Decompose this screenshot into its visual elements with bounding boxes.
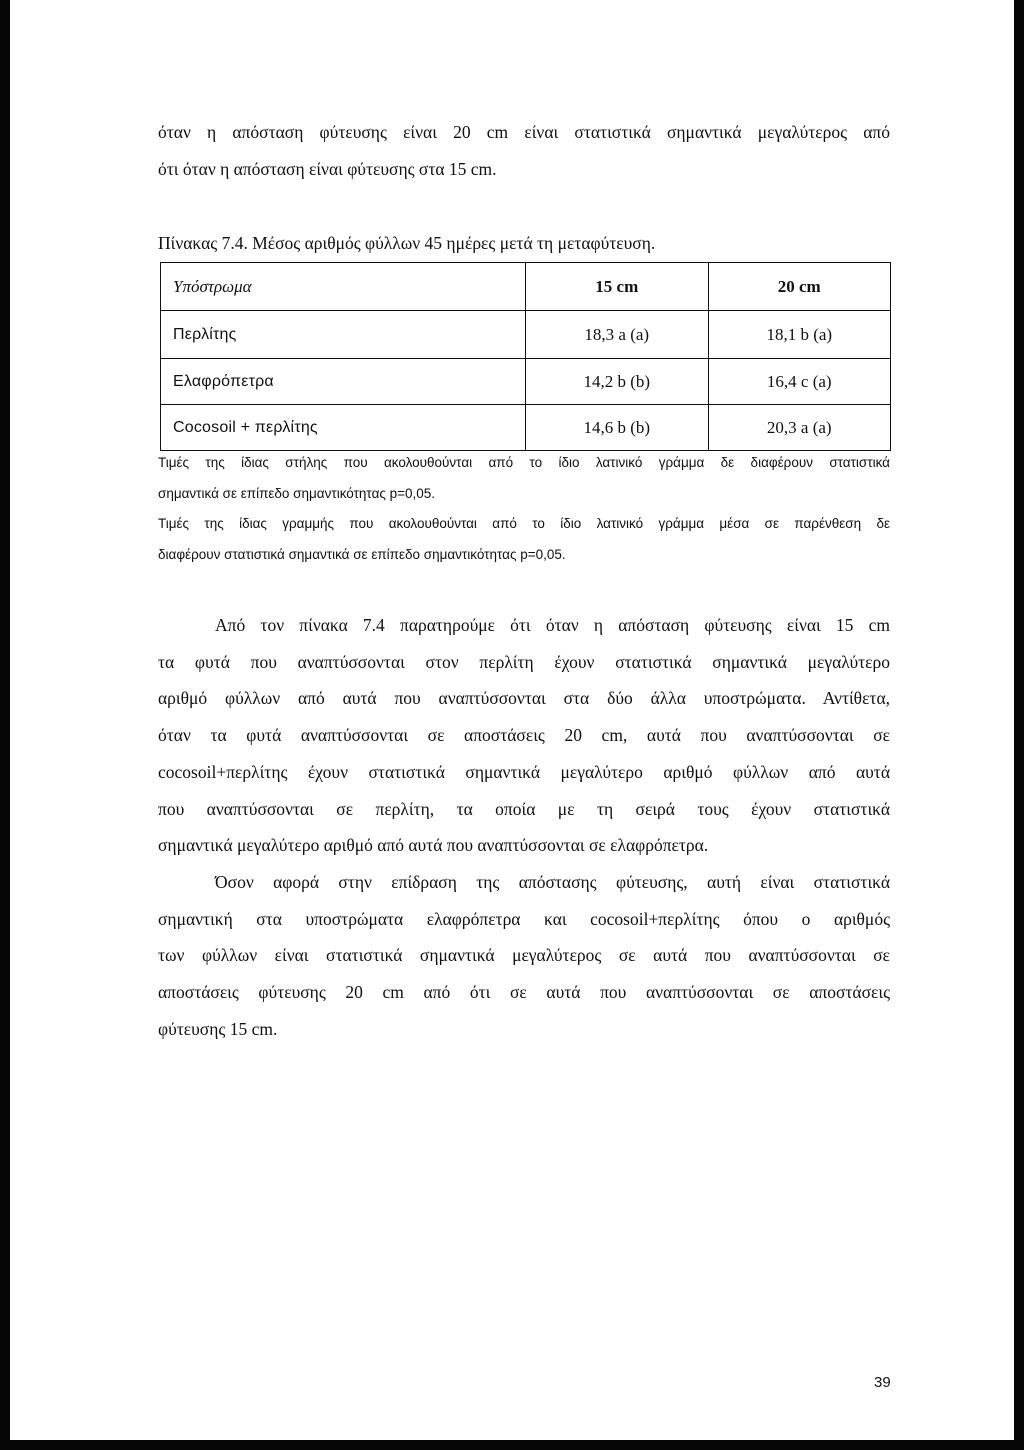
note-line: σημαντικά σε επίπεδο σημαντικότητας p=0,05. — [158, 485, 436, 501]
table-header-row — [161, 263, 891, 311]
table-row-label: Ελαφρόπετρα — [161, 359, 526, 405]
data-table — [160, 262, 891, 451]
table-row — [161, 311, 891, 359]
intro-line: ότι όταν η απόσταση είναι φύτευσης στα 15 cm. — [158, 159, 497, 179]
table-row-label: Cocosoil + περλίτης — [161, 405, 526, 451]
table-cell: 18,1 b (a) — [708, 311, 891, 359]
table-cell: 14,6 b (b) — [526, 405, 708, 451]
note-line: διαφέρουν στατιστικά σημαντικά σε επίπεδο σημαντικότητας p=0,05. — [158, 546, 566, 562]
note-line: Τιμές της ίδιας στήλης που ακολουθούνται από το ίδιο λατινικό γράμμα δε διαφέρουν στατιστικά — [158, 455, 890, 470]
paragraph-line: cocosoil+περλίτης έχουν στατιστικά σημαντικά μεγαλύτερο αριθμό φύλλων από αυτά — [158, 761, 890, 782]
table-row — [161, 405, 891, 451]
paragraph-line: φύτευσης 15 cm. — [158, 1018, 278, 1039]
paragraph — [158, 607, 890, 864]
paragraph-line: των φύλλων είναι στατιστικά σημαντικά μεγαλύτερος σε αυτά που αναπτύσσονται σε — [158, 945, 890, 966]
table-notes — [158, 448, 890, 570]
table-caption: Πίνακας 7.4. Μέσος αριθμός φύλλων 45 ημέρες μετά τη μεταφύτευση. — [158, 233, 656, 253]
table-cell: 20,3 a (a) — [708, 405, 891, 451]
table-cell: 18,3 a (a) — [526, 311, 708, 359]
paragraph-line: Όσον αφορά στην επίδραση της απόστασης φύτευσης, αυτή είναι στατιστικά — [215, 871, 890, 892]
table-header-cell: 20 cm — [708, 263, 891, 311]
intro-line: όταν η απόσταση φύτευσης είναι 20 cm είναι στατιστικά σημαντικά μεγαλύτερος από — [158, 122, 890, 142]
paragraph-line: Από τον πίνακα 7.4 παρατηρούμε ότι όταν η απόσταση φύτευσης είναι 15 cm — [215, 615, 890, 635]
body-text — [158, 607, 890, 1047]
paragraph-line: σημαντική στα υποστρώματα ελαφρόπετρα και cocosoil+περλίτης όπου ο αριθμός — [158, 908, 890, 929]
table-header-cell: Υπόστρωμα — [161, 263, 526, 311]
intro-text — [158, 114, 890, 188]
paragraph — [158, 864, 890, 1048]
table-header-cell: 15 cm — [526, 263, 708, 311]
paragraph-line: αριθμό φύλλων από αυτά που αναπτύσσονται στα δύο άλλα υποστρώματα. Αντίθετα, — [158, 688, 890, 709]
table-row — [161, 359, 891, 405]
paragraph-line: αποστάσεις φύτευσης 20 cm από ότι σε αυτά που αναπτύσσονται σε αποστάσεις — [158, 982, 890, 1003]
document-page — [10, 0, 1014, 1440]
paragraph-line: σημαντικά μεγαλύτερο αριθμό από αυτά που αναπτύσσονται σε ελαφρόπετρα. — [158, 835, 709, 856]
table-cell: 16,4 c (a) — [708, 359, 891, 405]
table-row-label: Περλίτης — [161, 311, 526, 359]
page-number: 39 — [874, 1374, 891, 1391]
table-cell: 14,2 b (b) — [526, 359, 708, 405]
paragraph-line: τα φυτά που αναπτύσσονται στον περλίτη έχουν στατιστικά σημαντικά μεγαλύτερο — [158, 651, 890, 672]
paragraph-line: όταν τα φυτά αναπτύσσονται σε αποστάσεις 20 cm, αυτά που αναπτύσσονται σε — [158, 725, 890, 746]
note-line: Τιμές της ίδιας γραμμής που ακολουθούνται από το ίδιο λατινικό γράμμα μέσα σε παρένθεση δε — [158, 516, 890, 531]
paragraph-line: που αναπτύσσονται σε περλίτη, τα οποία με τη σειρά τους έχουν στατιστικά — [158, 798, 890, 819]
